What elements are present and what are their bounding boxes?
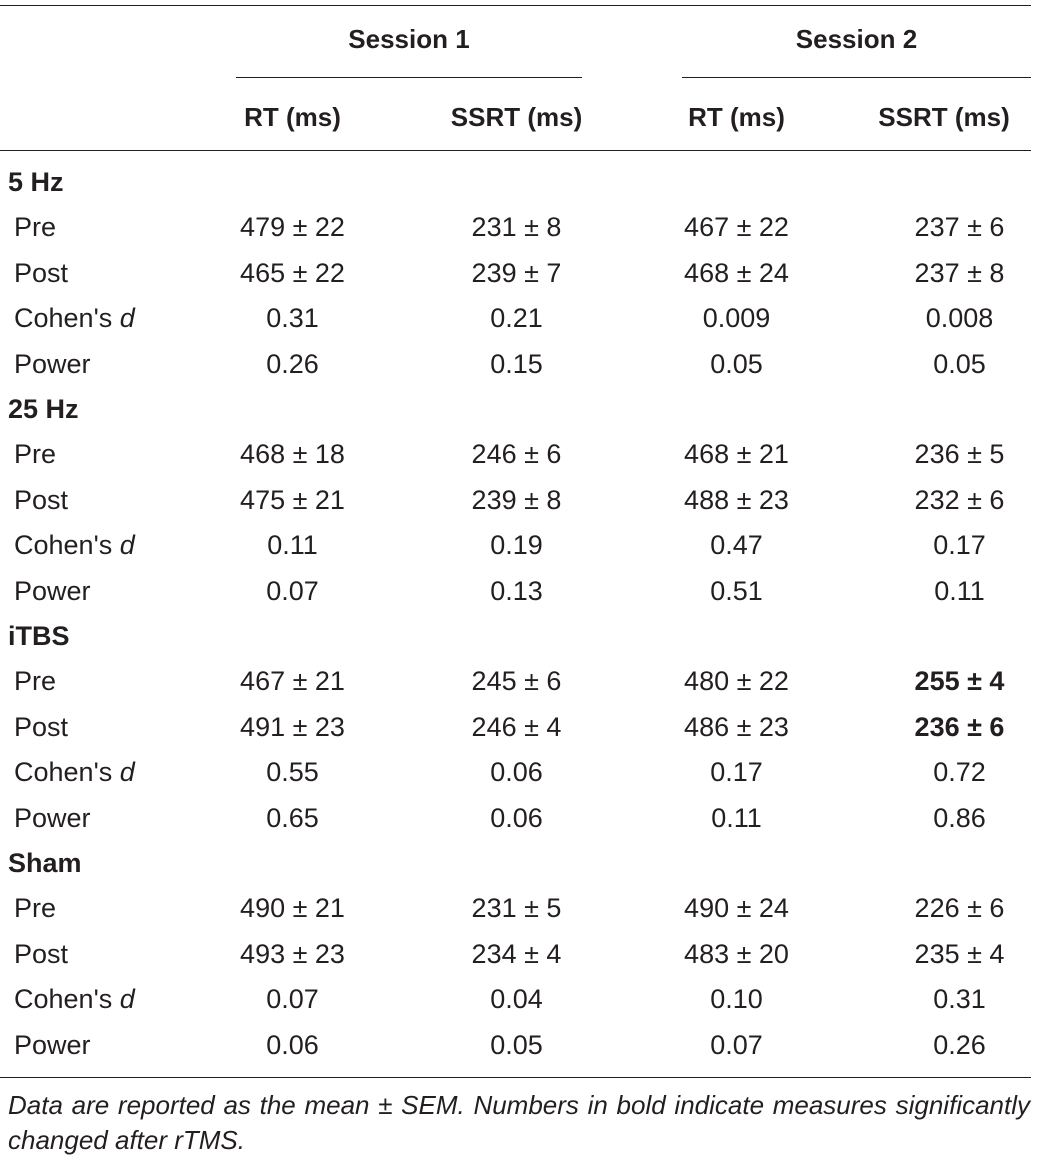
row-label-italic: d xyxy=(119,530,135,561)
row-label xyxy=(14,342,91,387)
row-label xyxy=(14,1023,91,1068)
table-row xyxy=(0,569,1037,614)
table-row xyxy=(0,886,1037,931)
row-label xyxy=(14,296,135,341)
session-1-rule xyxy=(236,77,582,78)
cell-ssrt-session-1: 0.06 xyxy=(490,757,543,788)
cell-rt-session-1: 467 ± 21 xyxy=(240,666,345,697)
cell-rt-session-1: 0.26 xyxy=(266,348,319,379)
cell-rt-session-1: 475 ± 21 xyxy=(240,484,345,515)
row-label-text: Post xyxy=(14,257,69,288)
cell-ssrt-session-1: 0.15 xyxy=(490,348,543,379)
cell-ssrt-session-1: 231 ± 8 xyxy=(471,212,562,243)
table-row xyxy=(0,1023,1037,1068)
cell-rt-session-1: 479 ± 22 xyxy=(240,212,345,243)
cell-rt-session-2: 468 ± 24 xyxy=(684,257,789,288)
cell-ssrt-session-2: 237 ± 8 xyxy=(914,257,1005,288)
cell-rt-session-1: 0.65 xyxy=(266,802,319,833)
cell-rt-session-2: 0.11 xyxy=(711,802,762,833)
cell-ssrt-session-1: 0.13 xyxy=(490,575,543,606)
cell-rt-session-1: 493 ± 23 xyxy=(240,938,345,969)
row-label-text: Post xyxy=(14,711,69,742)
cell-ssrt-session-1: 0.04 xyxy=(490,984,543,1015)
table-row xyxy=(0,523,1037,568)
table-row xyxy=(0,205,1037,250)
row-label xyxy=(14,432,56,477)
table-row xyxy=(0,659,1037,704)
row-label-text: Post xyxy=(14,484,69,515)
table-footnote: Data are reported as the mean ± SEM. Numbers in bold indicate measures significantly changed after rTMS. xyxy=(8,1090,1030,1155)
cell-rt-session-1: 0.07 xyxy=(266,984,319,1015)
session-2-header: Session 2 xyxy=(795,24,918,54)
group-label: 25 Hz xyxy=(8,394,79,424)
cell-ssrt-session-2: 232 ± 6 xyxy=(914,484,1005,515)
group-row xyxy=(0,387,1037,432)
cell-rt-session-2: 490 ± 24 xyxy=(684,893,789,924)
cell-rt-session-1: 490 ± 21 xyxy=(240,893,345,924)
cell-ssrt-session-1: 234 ± 4 xyxy=(471,938,562,969)
table-row xyxy=(0,750,1037,795)
cell-ssrt-session-1: 0.19 xyxy=(490,530,543,561)
cell-ssrt-session-1: 239 ± 8 xyxy=(471,484,562,515)
row-label-text: Pre xyxy=(14,893,57,924)
row-label xyxy=(14,251,68,296)
cell-ssrt-session-1: 0.21 xyxy=(490,303,543,334)
cell-ssrt-session-1: 246 ± 4 xyxy=(471,711,562,742)
row-label xyxy=(14,569,91,614)
table-row xyxy=(0,478,1037,523)
row-label-text: Pre xyxy=(14,439,57,470)
cell-rt-session-2: 486 ± 23 xyxy=(684,711,789,742)
cell-ssrt-session-2: 237 ± 6 xyxy=(914,212,1005,243)
group-label: 5 Hz xyxy=(8,167,64,197)
table-row xyxy=(0,296,1037,341)
table-row xyxy=(0,932,1037,977)
group-label: Sham xyxy=(8,848,82,878)
row-label-italic: d xyxy=(119,303,135,334)
row-label-text: Cohen's xyxy=(14,757,113,788)
bottom-rule xyxy=(0,1077,1031,1078)
group-row xyxy=(0,841,1037,886)
cell-rt-session-1: 0.06 xyxy=(266,1029,319,1060)
cell-ssrt-session-1: 0.05 xyxy=(490,1029,543,1060)
group-row xyxy=(0,614,1037,659)
cell-rt-session-2: 480 ± 22 xyxy=(684,666,789,697)
cell-ssrt-session-1: 231 ± 5 xyxy=(471,893,562,924)
cell-ssrt-session-2: 235 ± 4 xyxy=(914,938,1005,969)
row-label xyxy=(14,886,56,931)
row-label xyxy=(14,932,68,977)
cell-ssrt-session-2: 0.72 xyxy=(933,757,986,788)
cell-rt-session-1: 465 ± 22 xyxy=(240,257,345,288)
row-label-text: Power xyxy=(14,802,91,833)
table-row xyxy=(0,705,1037,750)
cell-ssrt-session-2: 0.86 xyxy=(933,802,986,833)
row-label xyxy=(14,523,135,568)
cell-ssrt-session-2: 0.05 xyxy=(933,348,986,379)
row-label-italic: d xyxy=(119,757,135,788)
group-label: iTBS xyxy=(8,621,70,651)
cell-ssrt-session-1: 239 ± 7 xyxy=(471,257,562,288)
row-label-text: Cohen's xyxy=(14,303,113,334)
cell-rt-session-2: 483 ± 20 xyxy=(684,938,789,969)
row-label xyxy=(14,705,68,750)
row-label xyxy=(14,478,68,523)
column-header-ssrt-s1: SSRT (ms) xyxy=(450,102,583,132)
cell-rt-session-1: 468 ± 18 xyxy=(240,439,345,470)
cell-rt-session-1: 491 ± 23 xyxy=(240,711,345,742)
table-row xyxy=(0,251,1037,296)
column-header-rt-s2: RT (ms) xyxy=(688,102,785,132)
cell-rt-session-1: 0.55 xyxy=(266,757,319,788)
row-label xyxy=(14,750,135,795)
table-row xyxy=(0,432,1037,477)
cell-rt-session-2: 0.47 xyxy=(710,530,763,561)
row-label-text: Post xyxy=(14,938,69,969)
table-row xyxy=(0,342,1037,387)
top-rule xyxy=(0,5,1031,6)
row-label-text: Pre xyxy=(14,666,57,697)
table-row xyxy=(0,796,1037,841)
group-row xyxy=(0,160,1037,205)
cell-ssrt-session-2: 0.26 xyxy=(933,1029,986,1060)
cell-ssrt-session-1: 245 ± 6 xyxy=(471,666,562,697)
session-1-header: Session 1 xyxy=(348,24,470,54)
row-label-text: Power xyxy=(14,1029,91,1060)
cell-ssrt-session-2: 236 ± 5 xyxy=(914,439,1005,470)
row-label-text: Cohen's xyxy=(14,984,113,1015)
table-row xyxy=(0,977,1037,1022)
row-label-text: Pre xyxy=(14,212,57,243)
column-header-rt-s1: RT (ms) xyxy=(244,102,341,132)
row-label xyxy=(14,659,56,704)
header-rule xyxy=(0,150,1031,151)
cell-ssrt-session-2: 0.11 xyxy=(934,575,985,606)
cell-ssrt-session-2: 0.008 xyxy=(925,303,994,334)
cell-rt-session-1: 0.31 xyxy=(266,303,319,334)
cell-rt-session-2: 0.51 xyxy=(710,575,763,606)
cell-ssrt-session-2: 0.31 xyxy=(933,984,986,1015)
row-label xyxy=(14,205,56,250)
cell-ssrt-session-2: 226 ± 6 xyxy=(914,893,1005,924)
cell-rt-session-2: 0.009 xyxy=(702,303,771,334)
cell-rt-session-2: 0.05 xyxy=(710,348,763,379)
session-2-rule xyxy=(682,77,1031,78)
row-label-italic: d xyxy=(119,984,135,1015)
cell-rt-session-2: 468 ± 21 xyxy=(684,439,789,470)
cell-rt-session-1: 0.11 xyxy=(267,530,318,561)
cell-rt-session-1: 0.07 xyxy=(266,575,319,606)
row-label xyxy=(14,977,135,1022)
cell-rt-session-2: 0.17 xyxy=(710,757,763,788)
cell-ssrt-session-2: 236 ± 6 xyxy=(914,711,1005,742)
cell-rt-session-2: 467 ± 22 xyxy=(684,212,789,243)
cell-rt-session-2: 0.07 xyxy=(710,1029,763,1060)
cell-ssrt-session-2: 255 ± 4 xyxy=(914,666,1005,697)
cell-rt-session-2: 488 ± 23 xyxy=(684,484,789,515)
row-label-text: Cohen's xyxy=(14,530,113,561)
row-label xyxy=(14,796,91,841)
row-label-text: Power xyxy=(14,348,91,379)
row-label-text: Power xyxy=(14,575,91,606)
column-header-ssrt-s2: SSRT (ms) xyxy=(878,102,1010,132)
cell-ssrt-session-2: 0.17 xyxy=(933,530,986,561)
cell-ssrt-session-1: 246 ± 6 xyxy=(471,439,562,470)
cell-rt-session-2: 0.10 xyxy=(710,984,763,1015)
cell-ssrt-session-1: 0.06 xyxy=(490,802,543,833)
